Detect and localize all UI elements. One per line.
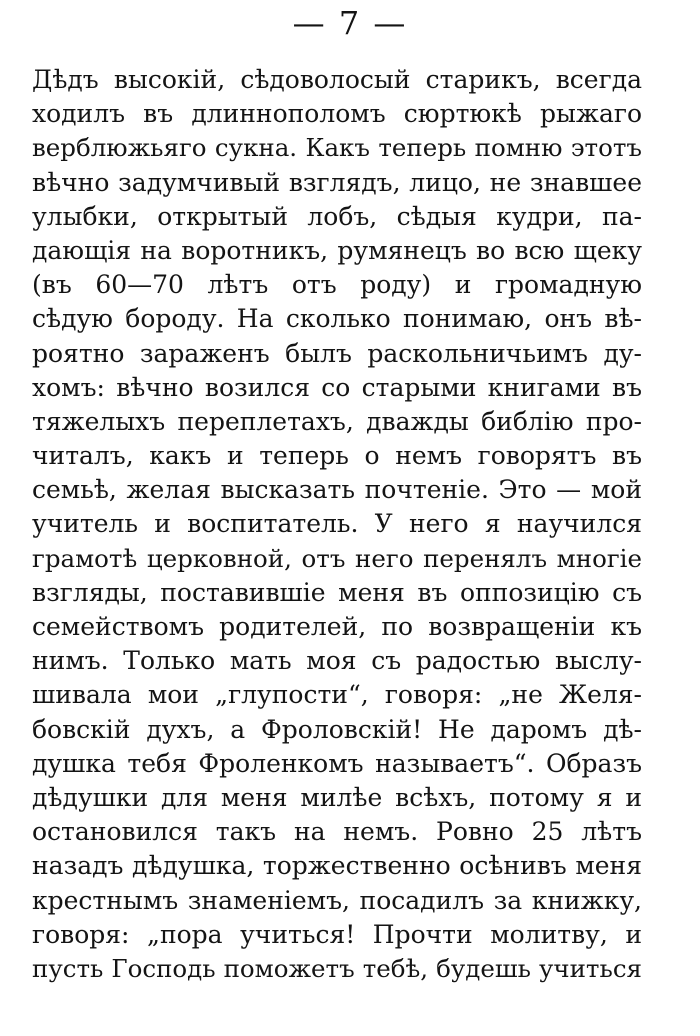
text-line: дѣдушки для меня милѣе всѣхъ, потому я и [32, 782, 642, 812]
text-line: хомъ: вѣчно возился со старыми книгами въ [32, 372, 642, 402]
text-line: учитель и воспитатель. У него я научился [32, 509, 642, 539]
text-line: бовскій духъ, а Фроловскій! Не даромъ дѣ- [32, 714, 642, 744]
text-line: душка тебя Фроленкомъ называетъ“. Образъ [32, 748, 642, 778]
page-number: — 7 — [292, 4, 408, 42]
text-line: семьѣ, желая высказать почтеніе. Это — мой [32, 475, 642, 505]
text-line: Дѣдъ высокій, сѣдоволосый старикъ, всегда [32, 65, 642, 94]
text-line: назадъ дѣдушка, торжественно осѣнивъ меня [32, 851, 642, 881]
text-line: роятно зараженъ былъ раскольничьимъ ду- [32, 338, 642, 368]
text-line: говоря: „пора учиться! Прочти молитву, и [32, 919, 642, 949]
text-line: крестнымъ знаменіемъ, посадилъ за книжку, [32, 885, 642, 915]
text-line: семействомъ родителей, по возвращеніи къ [32, 612, 642, 641]
text-line: тяжелыхъ переплетахъ, дважды библію про- [32, 406, 642, 436]
text-line: дающія на воротникъ, румянецъ во всю щеку [32, 235, 642, 265]
text-line: вѣчно задумчивый взглядъ, лицо, не знавшее [32, 167, 642, 197]
text-line: (въ 60—70 лѣтъ отъ роду) и громадную [32, 270, 642, 300]
text-line: остановился такъ на немъ. Ровно 25 лѣтъ [32, 817, 642, 847]
text-line: шивала мои „глупости“, говоря: „не Желя- [32, 680, 642, 710]
text-line: верблюжьяго сукна. Какъ теперь помню этотъ [32, 133, 642, 163]
text-line: сѣдую бороду. На сколько понимаю, онъ вѣ- [32, 304, 642, 334]
body-text [32, 63, 642, 986]
text-line: нимъ. Только мать моя съ радостью выслу- [32, 646, 642, 676]
text-line: читалъ, какъ и теперь о немъ говорятъ въ [32, 441, 642, 471]
text-line: ходилъ въ длиннополомъ сюртюкѣ рыжаго [32, 99, 642, 129]
text-line: улыбки, открытый лобъ, сѣдыя кудри, па- [32, 201, 642, 231]
text-line: взгляды, поставившіе меня въ оппозицію съ [32, 577, 642, 607]
text-line: пусть Господь поможетъ тебѣ, будешь учиться [32, 953, 642, 983]
text-line: грамотѣ церковной, отъ него перенялъ многіе [32, 543, 642, 573]
